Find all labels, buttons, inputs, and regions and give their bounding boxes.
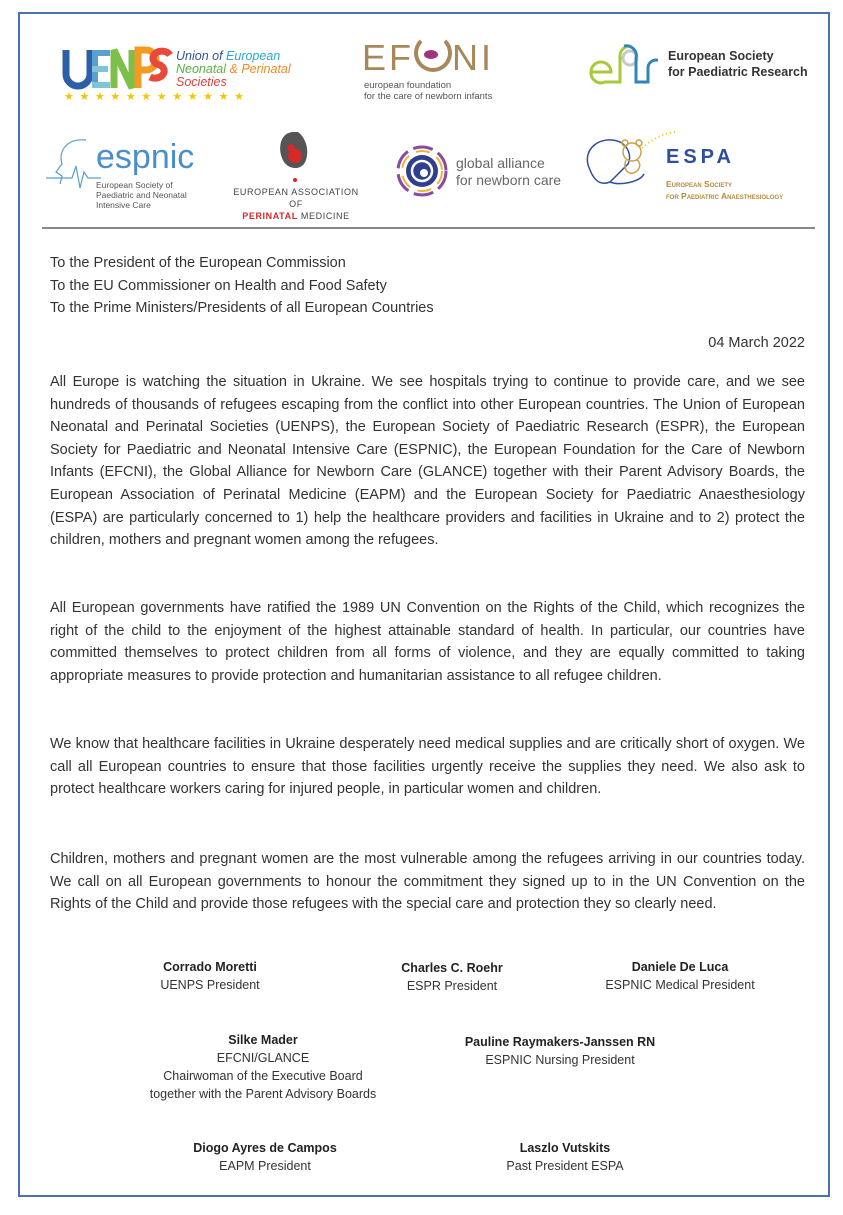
eapm-text-2a: PERINATAL (242, 211, 298, 221)
signatory-name: Corrado Moretti (163, 960, 257, 974)
espnic-mark: espnic (96, 138, 195, 176)
espa-baby-bear-icon (580, 130, 675, 190)
uenps-logo (62, 46, 292, 106)
uenps-mark-icon (62, 46, 174, 90)
efcni-text-2: for the care of newborn infants (364, 91, 493, 102)
efcni-c-icon (414, 34, 452, 72)
espr-text-2: for Paediatric Research (668, 65, 808, 79)
espr-mark-icon (588, 38, 658, 88)
glance-text-1: global alliance (456, 155, 545, 171)
efcni-mark-b: NI (452, 37, 495, 78)
signatory (362, 959, 542, 995)
body-paragraph: All European governments have ratified the 1989 UN Convention on the Rights of the Child, which recognizes the right of the child to the enjoyment of the highest attainable standard of health. In particular, our countries have committed themselves to protect children from all forms of violence, and they are equally committed to taking appropriate measures to provide protection and humanitarian assistance to all refugee children. (50, 600, 805, 684)
addressee-line: To the EU Commissioner on Health and Food Safety (50, 277, 387, 294)
signatory-role: ESPNIC Medical President (605, 978, 755, 992)
signatory (128, 1031, 398, 1103)
signatory (120, 958, 300, 994)
uenps-text-1a: Union of (176, 49, 227, 63)
header-divider (42, 227, 815, 229)
addressee-line: To the President of the European Commission (50, 255, 346, 271)
espnic-text-1: European Society of (96, 180, 173, 190)
signatory-role: ESPR President (406, 979, 498, 993)
eapm-logo (226, 128, 366, 221)
letter-date: 04 March 2022 (708, 335, 805, 351)
eapm-text-1: EUROPEAN ASSOCIATION OF (233, 187, 359, 209)
uenps-text-2b: & Perinatal (229, 62, 291, 76)
eapm-text-2b: MEDICINE (297, 211, 350, 221)
uenps-text-3: Societies (176, 75, 227, 89)
efcni-logo (362, 34, 522, 104)
signatory-role: ESPNIC Nursing President (485, 1053, 635, 1067)
glance-logo (396, 145, 566, 199)
eapm-dot (293, 178, 297, 182)
signatory-name: Silke Mader (228, 1033, 298, 1047)
espa-text-2: for Paediatric Anaesthesiology (666, 191, 784, 201)
espnic-head-icon (46, 136, 101, 196)
addressee-line: To the Prime Ministers/Presidents of all European Countries (50, 300, 434, 316)
glance-mark-icon (396, 145, 448, 197)
signatory-role: together with the Parent Advisory Boards (149, 1087, 377, 1101)
espr-logo (588, 38, 818, 88)
body-paragraph: All Europe is watching the situation in Ukraine. We see hospitals trying to continue to provide care, and we see hundreds of thousands of refugees escaping from the conflict into other European countries. The Union of European Neonatal and Perinatal Societies (UENPS), the European Society of Paediatric Research (ESPR), the European Society for Paediatric and Neonatal Intensive Care (ESPNIC), the European Foundation for the Care of Newborn Infants (EFCNI), the Global Alliance for Newborn Care (GLANCE) together with their Parent Advisory Boards, the European Association of Perinatal Medicine (EAPM) and the European Society for Paediatric Anaesthesiology (ESPA) are particularly concerned to 1) help the healthcare providers and facilities in Ukraine and to 2) protect the children, mothers and pregnant women among the refugees. (50, 374, 805, 549)
signatory (465, 1139, 665, 1175)
uenps-stars: ★★★★★★★★★★★★ (64, 91, 250, 103)
body-paragraph: We know that healthcare facilities in Ukraine desperately need medical supplies and are critically short of oxygen. We call all European countries to ensure that those facilities urgently receive the supplies they need. We also ask to protect healthcare workers caring for injured people, in particular women and children. (50, 736, 805, 798)
signatory (580, 958, 780, 994)
signatory-role: EAPM President (219, 1159, 311, 1173)
glance-text-2: for newborn care (456, 172, 562, 188)
body-paragraph: Children, mothers and pregnant women are the most vulnerable among the refugees arriving in our countries today. We call on all European governments to honour the commitment they signed up to in the UN Convention on the Rights of the Child and provide those refugees with the special care and protection they so clearly need. (50, 851, 805, 913)
signatory-role: UENPS President (160, 978, 260, 992)
espa-logo (580, 130, 815, 206)
espnic-logo (46, 136, 196, 211)
espnic-text-2: Paediatric and Neonatal (96, 190, 187, 200)
espnic-text-3: Intensive Care (96, 200, 151, 210)
signatory-name: Diogo Ayres de Campos (193, 1141, 337, 1155)
addressee-block (50, 252, 434, 320)
eapm-mark-icon (274, 128, 314, 178)
signatory-name: Charles C. Roehr (401, 961, 503, 975)
efcni-mark-a: EF (362, 37, 415, 78)
signatory-name: Daniele De Luca (631, 960, 729, 974)
uenps-text-2a: Neonatal (176, 62, 230, 76)
espr-text-1: European Society (668, 49, 774, 63)
efcni-text-1: european foundation (364, 80, 452, 91)
signatory-role: Chairwoman of the Executive Board (163, 1069, 363, 1083)
espa-text-1: European Society (666, 179, 733, 189)
signatory-name: Laszlo Vutskits (519, 1141, 611, 1155)
signatory-role: Past President ESPA (506, 1159, 624, 1173)
signatory (160, 1139, 370, 1175)
uenps-text-1b: European (226, 49, 281, 63)
espa-mark: ESPA (666, 146, 735, 168)
signatory-role: EFCNI/GLANCE (216, 1051, 310, 1065)
signatory-name: Pauline Raymakers-Janssen RN (464, 1035, 656, 1049)
signatory (440, 1033, 680, 1069)
